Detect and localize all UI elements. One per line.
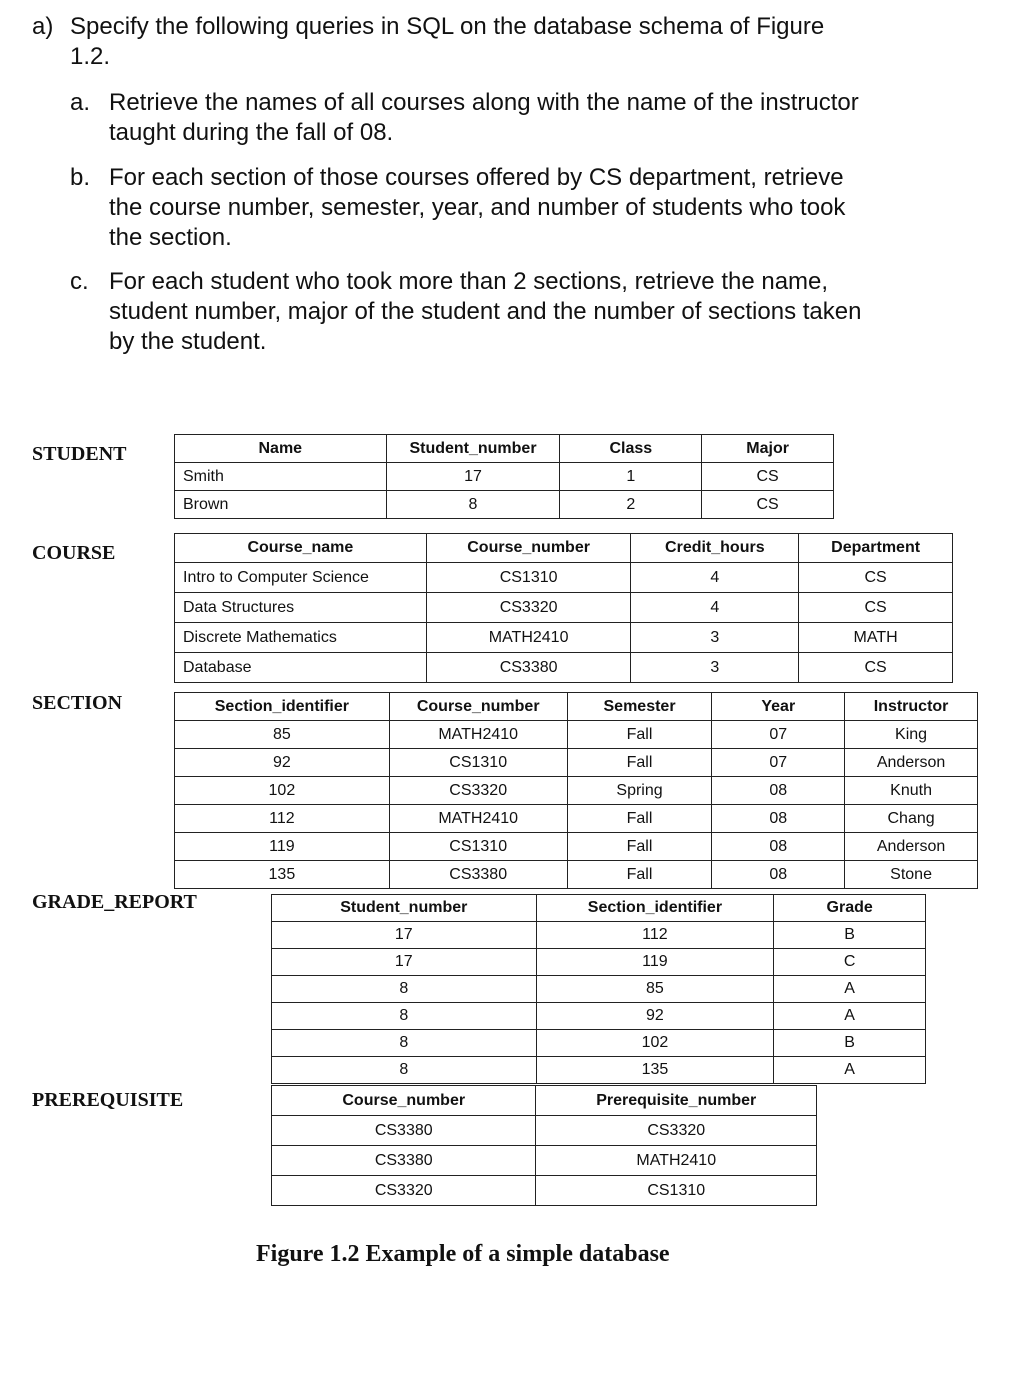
table-row: CS3380 CS3320 — [272, 1116, 817, 1146]
table-row: 8 102 B — [272, 1030, 926, 1057]
table-row: 8 85 A — [272, 976, 926, 1003]
table-row: Brown 8 2 CS — [175, 491, 834, 519]
section-table — [174, 692, 978, 889]
table-row: 17 112 B — [272, 922, 926, 949]
table-row: 8 92 A — [272, 1003, 926, 1030]
section-table-label: SECTION — [32, 692, 123, 714]
table-row: Intro to Computer Science CS1310 4 CS — [175, 563, 953, 593]
table-row: 119 CS1310 Fall 08 Anderson — [175, 833, 978, 861]
course-table-label: COURSE — [32, 542, 116, 564]
table-row: 17 119 C — [272, 949, 926, 976]
table-row: Data Structures CS3320 4 CS — [175, 593, 953, 623]
table-row: 112 MATH2410 Fall 08 Chang — [175, 805, 978, 833]
table-row: CS3320 CS1310 — [272, 1176, 817, 1206]
table-header-row: Section_identifier Course_number Semester Year Instructor — [175, 693, 978, 721]
student-table-label: STUDENT — [32, 443, 127, 465]
grade-report-table — [271, 894, 926, 1084]
prerequisite-table — [271, 1085, 817, 1206]
query-item-c: c. For each student who took more than 2 sections, retrieve the name, student number, major of the student and the number of sections taken by the student. — [70, 268, 862, 355]
query-item-b: b. For each section of those courses offered by CS department, retrieve the course number, semester, year, and number of students who took the section. — [70, 164, 846, 251]
question-text: Specify the following queries in SQL on the database schema of Figure 1.2. — [70, 13, 825, 70]
figure-caption: Figure 1.2 Example of a simple database — [256, 1241, 670, 1267]
table-row: Database CS3380 3 CS — [175, 653, 953, 683]
course-table — [174, 533, 953, 683]
table-row: 92 CS1310 Fall 07 Anderson — [175, 749, 978, 777]
question-label: a) — [32, 13, 54, 40]
query-item-a: a. Retrieve the names of all courses along with the name of the instructor taught during the fall of 08. — [70, 89, 859, 146]
table-header-row: Name Student_number Class Major — [175, 435, 834, 463]
table-header-row: Student_number Section_identifier Grade — [272, 895, 926, 922]
table-header-row: Course_number Prerequisite_number — [272, 1086, 817, 1116]
table-row: 135 CS3380 Fall 08 Stone — [175, 861, 978, 889]
student-table — [174, 434, 834, 519]
table-header-row: Course_name Course_number Credit_hours Department — [175, 534, 953, 563]
table-row: Discrete Mathematics MATH2410 3 MATH — [175, 623, 953, 653]
table-row: 8 135 A — [272, 1057, 926, 1084]
table-row: CS3380 MATH2410 — [272, 1146, 817, 1176]
question-heading — [32, 12, 912, 72]
prerequisite-table-label: PREREQUISITE — [32, 1089, 184, 1111]
table-row: Smith 17 1 CS — [175, 463, 834, 491]
table-row: 85 MATH2410 Fall 07 King — [175, 721, 978, 749]
grade-report-table-label: GRADE_REPORT — [32, 891, 197, 913]
table-row: 102 CS3320 Spring 08 Knuth — [175, 777, 978, 805]
